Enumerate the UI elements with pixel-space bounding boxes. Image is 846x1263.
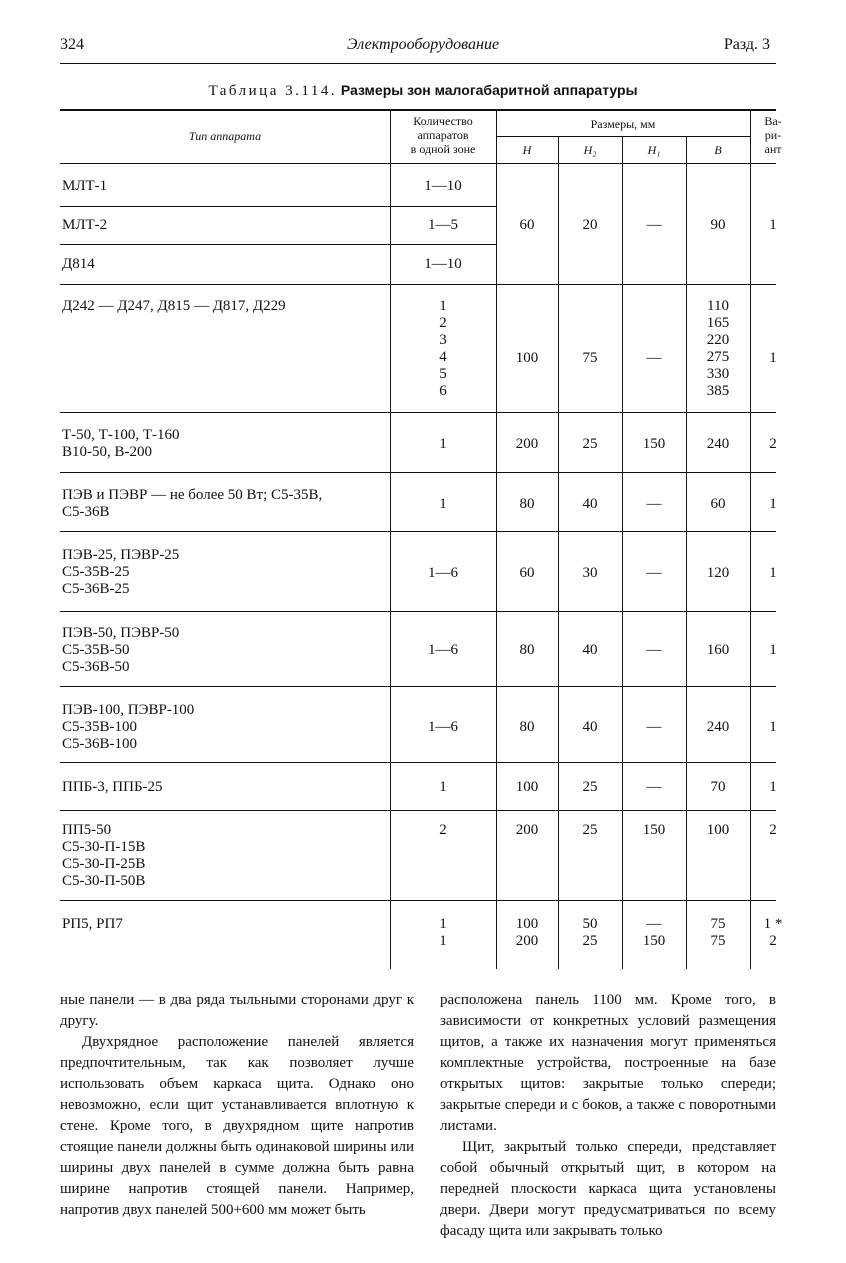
row-rule [60, 284, 776, 285]
col-divider-h2 [622, 136, 623, 969]
cell-b: 70 [710, 779, 726, 795]
cell-count: 1—6 [428, 565, 458, 581]
cell-h1: — [646, 217, 662, 233]
cell-h1: — 150 [642, 916, 666, 949]
header-b: B [714, 143, 722, 157]
cell-h: 80 [519, 642, 535, 658]
cell-variant: 1 [769, 779, 777, 795]
text-column-right [440, 990, 776, 1242]
cell-count: 1—6 [428, 642, 458, 658]
cell-b: 240 [706, 436, 730, 452]
table-top-rule [60, 109, 776, 111]
cell-h: 100 200 [515, 916, 539, 949]
cell-h2: 40 [582, 719, 598, 735]
cell-count: 1 [439, 779, 447, 795]
header-sizes: Размеры, мм [590, 117, 656, 131]
row-rule [60, 244, 496, 245]
table-caption-title: Размеры зон малогабаритной аппаратуры [340, 82, 638, 98]
section-label: Разд. 3 [723, 36, 770, 53]
cell-h2: 50 25 [582, 916, 598, 949]
cell-h: 60 [519, 217, 535, 233]
cell-h1: — [646, 719, 662, 735]
cell-variant: 1 [769, 496, 777, 512]
cell-h1: 150 [642, 436, 666, 452]
cell-variant: 1 * 2 [763, 916, 783, 949]
row-rule [60, 531, 776, 532]
header-variant-line: ри- [764, 128, 782, 142]
row-rule [60, 686, 776, 687]
cell-type: ППБ-3, ППБ-25 [62, 779, 163, 795]
text-column-left [60, 990, 414, 1221]
cell-type: Д814 [62, 256, 95, 272]
cell-type: МЛТ-1 [62, 178, 108, 194]
header-count-line: Количество [413, 114, 473, 128]
paragraph: ные панели — в два ряда тыльными сторонами друг к другу. [60, 992, 414, 1029]
cell-h: 100 [515, 350, 539, 366]
cell-count: 1—10 [424, 178, 462, 194]
header-h1: H₁ [647, 143, 661, 157]
table-caption-label: Таблица 3.114. [208, 83, 338, 99]
paragraph: Двухрядное расположение панелей является предпочтительным, так как позволяет лучше использовать объем каркаса щита. Однако оно невозможно, если щит устанавливается вплотную к стене. Кроме того, в двухрядном щите напротив стоящие панели должны быть одинаковой ширины или ширины двух панелей в сумме должна быть равна ширине напротив стоящей панели. Например, напротив двух панелей 500+600 мм может быть [60, 1034, 414, 1218]
cell-b: 90 [710, 217, 726, 233]
cell-h2: 25 [582, 779, 598, 795]
cell-count: 1—6 [428, 719, 458, 735]
cell-count: 1 [439, 496, 447, 512]
cell-count: 2 [439, 822, 447, 838]
cell-count: 1 [439, 436, 447, 452]
cell-h1: — [646, 565, 662, 581]
running-title: Электрооборудование [346, 36, 500, 53]
cell-count: 1—10 [424, 256, 462, 272]
cell-b: 110 165 220 275 330 385 [706, 298, 730, 399]
col-divider-h1 [686, 136, 687, 969]
cell-b: 100 [706, 822, 730, 838]
cell-variant: 1 [769, 217, 777, 233]
row-rule [60, 810, 776, 811]
sizes-header-rule [496, 136, 750, 137]
cell-h1: — [646, 779, 662, 795]
paragraph: расположена панель 1100 мм. Кроме того, в зависимости от конкретных условий размещения щитов, а также их назначения могут применяться комплектные устройства, построенные на базе открытых щитов: закрытые только спереди; закрытые спереди и с боков, а также с поворотными листами. [440, 992, 776, 1134]
row-rule [60, 412, 776, 413]
row-rule [60, 611, 776, 612]
cell-h1: — [646, 496, 662, 512]
cell-b: 75 75 [710, 916, 726, 949]
cell-type: Д242 — Д247, Д815 — Д817, Д229 [62, 298, 286, 314]
cell-type: Т-50, Т-100, Т-160 В10-50, В-200 [62, 427, 180, 460]
header-count-line: в одной зоне [410, 142, 476, 156]
cell-variant: 2 [769, 822, 777, 838]
cell-h2: 40 [582, 496, 598, 512]
col-divider-b [750, 111, 751, 969]
cell-h1: — [646, 642, 662, 658]
row-rule [60, 900, 776, 901]
cell-type: ПЭВ-25, ПЭВР-25 С5-35В-25 С5-36В-25 [62, 547, 180, 597]
cell-h: 100 [515, 779, 539, 795]
cell-h: 60 [519, 565, 535, 581]
cell-count: 1 1 [439, 916, 447, 949]
cell-count: 1 2 3 4 5 6 [439, 298, 447, 399]
cell-type: ПП5-50 С5-30-П-15В С5-30-П-25В С5-30-П-50В [62, 822, 146, 889]
cell-type: РП5, РП7 [62, 916, 123, 932]
header-h: H [522, 143, 532, 157]
cell-b: 120 [706, 565, 730, 581]
cell-variant: 1 [769, 350, 777, 366]
cell-b: 60 [710, 496, 726, 512]
header-variant-line: Ва- [764, 114, 782, 128]
cell-h: 200 [515, 822, 539, 838]
col-divider-h [558, 136, 559, 969]
cell-h2: 20 [582, 217, 598, 233]
cell-variant: 2 [769, 436, 777, 452]
cell-count: 1—5 [428, 217, 458, 233]
col-divider-count [496, 111, 497, 969]
header-count-line: аппаратов [417, 128, 469, 142]
cell-h2: 75 [582, 350, 598, 366]
row-rule [60, 206, 496, 207]
cell-h2: 25 [582, 436, 598, 452]
header-bottom-rule [60, 163, 776, 164]
header-variant-line: ант [764, 142, 782, 156]
header-h2: H₂ [583, 143, 597, 157]
cell-type: ПЭВ-50, ПЭВР-50 С5-35В-50 С5-36В-50 [62, 625, 180, 675]
cell-variant: 1 [769, 719, 777, 735]
cell-h: 80 [519, 719, 535, 735]
cell-type: МЛТ-2 [62, 217, 108, 233]
header-variant [750, 114, 796, 156]
row-rule [60, 472, 776, 473]
cell-h: 80 [519, 496, 535, 512]
col-divider-type [390, 111, 391, 969]
row-rule [60, 762, 776, 763]
cell-type: ПЭВ-100, ПЭВР-100 С5-35В-100 С5-36В-100 [62, 702, 195, 752]
cell-h2: 25 [582, 822, 598, 838]
cell-h1: — [646, 350, 662, 366]
cell-h2: 30 [582, 565, 598, 581]
cell-h1: 150 [642, 822, 666, 838]
cell-variant: 1 [769, 642, 777, 658]
header-type: Тип аппарата [188, 129, 262, 143]
page-number: 324 [60, 36, 84, 53]
cell-b: 160 [706, 642, 730, 658]
cell-h: 200 [515, 436, 539, 452]
cell-type: ПЭВ и ПЭВР — не более 50 Вт; С5-35В, С5-36В [62, 487, 323, 520]
paragraph: Щит, закрытый только спереди, представляет собой обычный открытый щит, в котором на передней плоскости каркаса щита установлены двери. Двери могут предусматриваться по всему фасаду щита или закрывать только [440, 1139, 776, 1239]
cell-b: 240 [706, 719, 730, 735]
cell-h2: 40 [582, 642, 598, 658]
cell-variant: 1 [769, 565, 777, 581]
header-count [390, 114, 496, 156]
